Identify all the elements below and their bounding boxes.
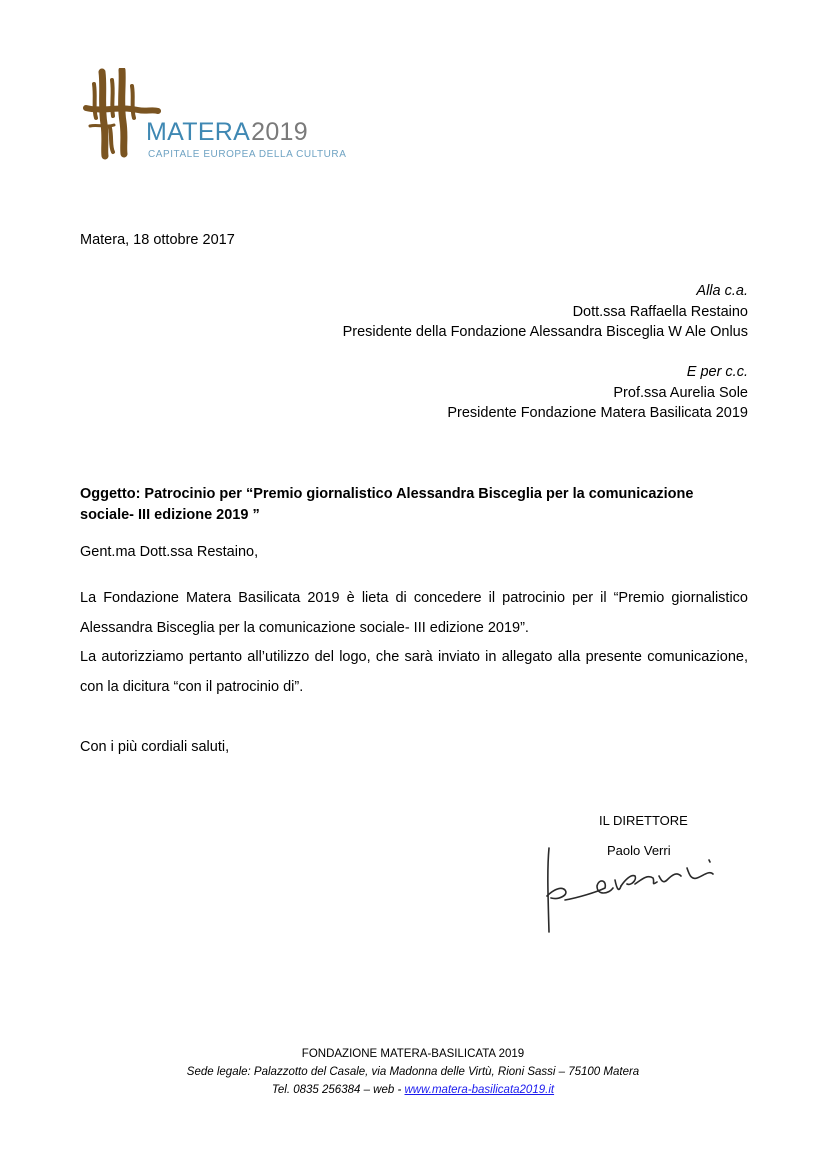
footer-contact [0,1081,826,1099]
logo-wordmark [146,118,308,147]
recipient-name: Dott.ssa Raffaella Restaino [572,303,748,320]
logo-year: 2019 [251,118,308,146]
body-paragraph: La autorizziamo pertanto all’utilizzo del logo, che sarà inviato in allegato alla presente comunicazione, con la dicitura “con il patrocinio di”. [80,649,748,695]
letter-subject: Oggetto: Patrocinio per “Premio giornalistico Alessandra Bisceglia per la comunicazione sociale- III edizione 2019 ” [80,486,694,523]
body-paragraph: La Fondazione Matera Basilicata 2019 è lieta di concedere il patrocinio per il “Premio giornalistico Alessandra Bisceglia per la comunicazione sociale- III edizione 2019”. [80,590,748,636]
cc-salutation: E per c.c. [686,364,748,380]
logo-name: MATERA [146,118,251,146]
cc-name: Prof.ssa Aurelia Sole [613,384,748,401]
recipient-block-cc [447,362,748,424]
footer-phone: Tel. 0835 256384 – web - [271,1084,405,1096]
signer-title: IL DIRETTORE [599,813,688,828]
recipient-salutation: Alla c.a. [696,283,748,299]
website-link[interactable]: www.matera-basilicata2019.it [404,1084,555,1096]
letter-body [80,584,748,702]
letter-closing: Con i più cordiali saluti, [80,739,230,755]
footer-address: Sede legale: Palazzotto del Casale, via Madonna delle Virtù, Rioni Sassi – 75100 Matera [186,1066,640,1078]
logo-tagline: CAPITALE EUROPEA DELLA CULTURA [148,149,347,160]
cc-role: Presidente Fondazione Matera Basilicata 2019 [447,405,748,421]
recipient-block-primary [343,281,748,343]
recipient-role: Presidente della Fondazione Alessandra Bisceglia W Ale Onlus [342,324,748,340]
letter-greeting: Gent.ma Dott.ssa Restaino, [80,544,259,560]
signer-name: Paolo Verri [607,843,671,858]
footer-organization: FONDAZIONE MATERA-BASILICATA 2019 [301,1048,525,1060]
date-line: Matera, 18 ottobre 2017 [80,232,235,248]
